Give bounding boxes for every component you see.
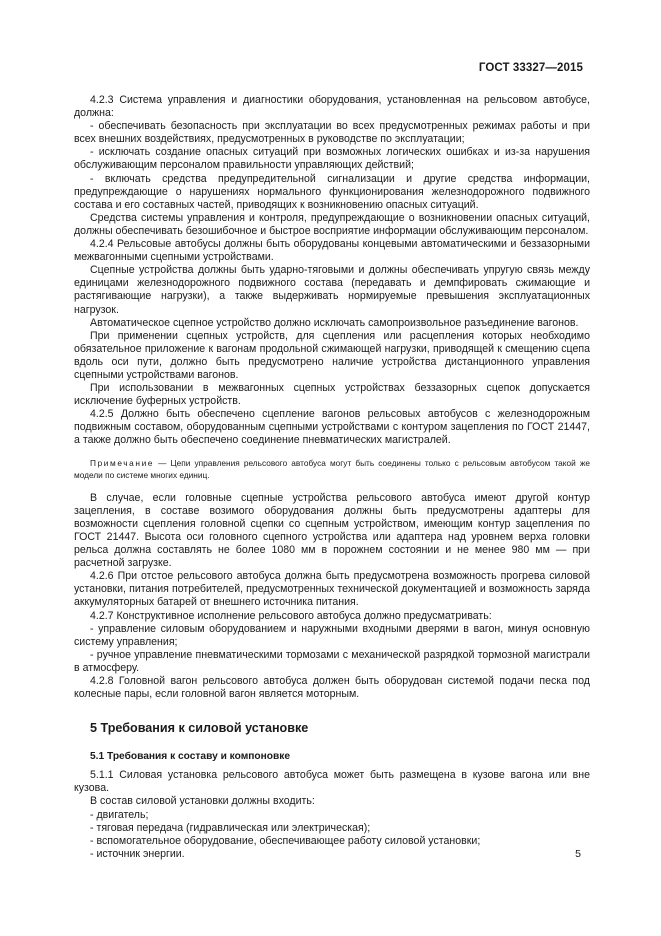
list-item: - ручное управление пневматическими тормозами с механической разрядкой тормозной магистрали в атмосферу. <box>74 648 590 674</box>
paragraph: Сцепные устройства должны быть ударно-тяговыми и должны обеспечивать упругую связь между единицами железнодорожного подвижного состава (передавать и демпфировать сжимающие и растягивающие нагрузки), а также выдерживать нормируемые превышения эксплуатационных нагрузок. <box>74 264 590 316</box>
document-body <box>74 94 590 861</box>
paragraph: Средства системы управления и контроля, предупреждающие о возникновении опасных ситуаций, должны обеспечивать безошибочное и быстрое восприятие информации обслуживающим персоналом. <box>74 211 590 237</box>
paragraph: При использовании в межвагонных сцепных устройствах беззазорных сцепок допускается исключение буферных устройств. <box>74 382 590 408</box>
page-number: 5 <box>575 848 581 860</box>
list-item: - управление силовым оборудованием и наружными входными дверями в вагон, минуя основную систему управления; <box>74 622 590 648</box>
paragraph-4-2-4: 4.2.4 Рельсовые автобусы должны быть оборудованы концевыми автоматическими и беззазорными межвагонными сцепными устройствами. <box>74 238 590 264</box>
list-item: - исключать создание опасных ситуаций при возможных логических ошибках и из-за нарушения обслуживающим персоналом правильности управляющих действий; <box>74 146 590 172</box>
list-item: - включать средства предупредительной сигнализации и другие средства информации, предупреждающие о нарушениях нормального функционирования железнодорожного подвижного состава и его составных частей, приводящих к возникновению опасных ситуаций. <box>74 172 590 211</box>
list-item: - обеспечивать безопасность при эксплуатации во всех предусмотренных режимах работы и при всех внешних воздействиях, предусмотренных в руководстве по эксплуатации; <box>74 120 590 146</box>
note-text: — Цепи управления рельсового автобуса могут быть соединены только с рельсовым автобусом такой же модели по системе многих единиц. <box>74 457 590 481</box>
standard-code-header: ГОСТ 33327—2015 <box>478 62 583 74</box>
paragraph-4-2-8: 4.2.8 Головной вагон рельсового автобуса должен быть оборудован системой подачи песка под колесные пары, если головной вагон является моторным. <box>74 675 590 701</box>
paragraph: При применении сцепных устройств, для сцепления или расцепления которых необходимо обязательное приложение к вагонам продольной сжимающей нагрузки, приводящей к смещению сцепа вдоль оси пути, должно быть предусмотрено наличие устройства дистанционного управления сцепными устройствами вагонов. <box>74 329 590 381</box>
paragraph-4-2-5: 4.2.5 Должно быть обеспечено сцепление вагонов рельсовых автобусов с железнодорожным подвижным составом, оборудованным сцепными устройствами с контуром зацепления по ГОСТ 21447, а также должно быть обеспечено соединение пневматических магистралей. <box>74 408 590 447</box>
section-heading: 5 Требования к силовой установке <box>90 721 309 736</box>
list-item: - двигатель; <box>90 808 149 821</box>
paragraph: В случае, если головные сцепные устройства рельсового автобуса имеют другой контур зацепления, в составе возимого оборудования должны быть предусмотрены адаптеры для возможности сцепления головной сцепки со сцепным устройством, имеющим контур зацепления по ГОСТ 21447. Высота оси головного сцепного устройства или адаптера над уровнем верха головки рельса должна составлять не более 1080 мм в порожнем состоянии и не менее 980 мм — при расчетной загрузке. <box>74 491 590 570</box>
paragraph-5-1-1: 5.1.1 Силовая установка рельсового автобуса может быть размещена в кузове вагона или вне кузова. <box>74 769 590 795</box>
subsection-heading: 5.1 Требования к составу и компоновке <box>90 751 291 763</box>
note <box>74 457 590 482</box>
paragraph: В состав силовой установки должны входить: <box>90 795 315 808</box>
list-item: - источник энергии. <box>90 847 185 860</box>
paragraph-4-2-3: 4.2.3 Система управления и диагностики оборудования, установленная на рельсовом автобусе, должна: <box>74 94 590 120</box>
list-item: - тяговая передача (гидравлическая или электрическая); <box>90 821 371 834</box>
paragraph-4-2-6: 4.2.6 При отстое рельсового автобуса должна быть предусмотрена возможность прогрева силовой установки, питания потребителей, предусмотренных технической документацией и возможность заряда аккумуляторных батарей от внешнего источника питания. <box>74 570 590 609</box>
paragraph: Автоматическое сцепное устройство должно исключать самопроизвольное разъединение вагонов. <box>90 316 579 329</box>
note-label: Примечание <box>90 457 155 468</box>
paragraph-4-2-7: 4.2.7 Конструктивное исполнение рельсового автобуса должно предусматривать: <box>90 609 492 622</box>
list-item: - вспомогательное оборудование, обеспечивающее работу силовой установки; <box>90 834 481 847</box>
